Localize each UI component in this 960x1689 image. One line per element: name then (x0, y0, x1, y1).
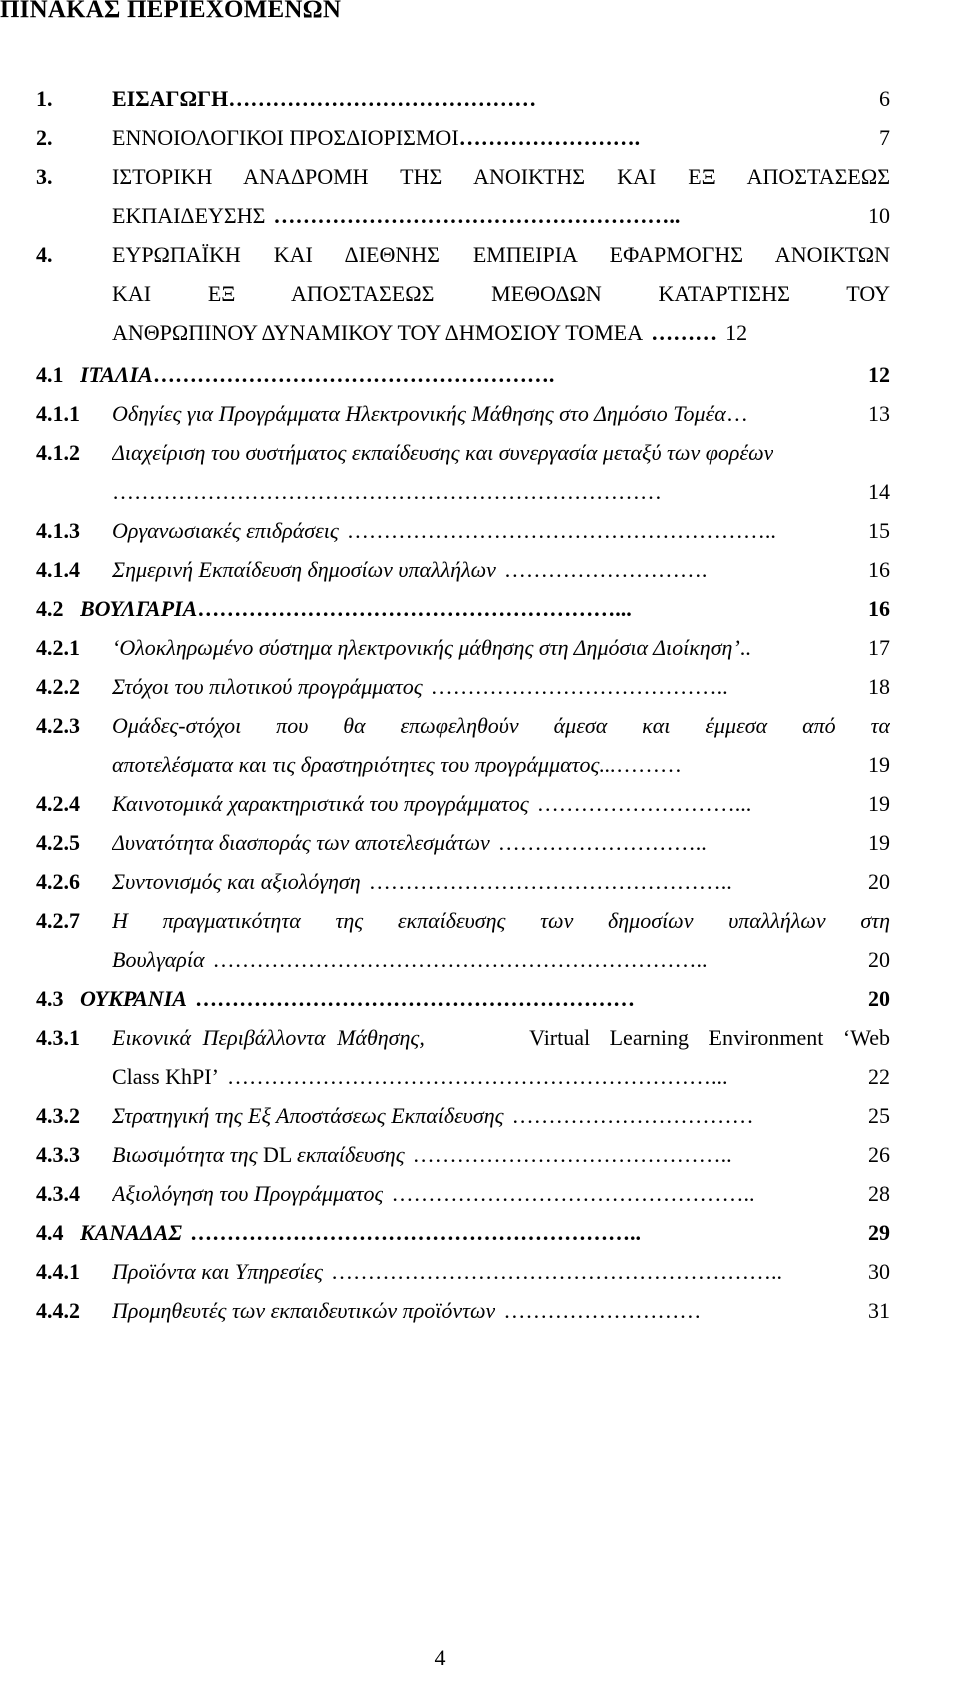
toc-title: Οδηγίες για Προγράμματα Ηλεκτρονικής Μάθησης στο Δημόσιο Τομέα (112, 401, 726, 426)
toc-number: 4.2.5 (36, 830, 80, 855)
toc-title: Διαχείριση του συστήματος εκπαίδευσης και συνεργασία μεταξύ των φορέων (112, 440, 774, 465)
toc-entry-4-cont[interactable] (112, 320, 890, 354)
toc-leader: …………………………………….. (412, 1142, 732, 1167)
toc-page: 30 (868, 1259, 890, 1284)
toc-title-roman: DL (263, 1142, 292, 1167)
toc-entry-4-1-4[interactable] (36, 557, 890, 591)
toc-leader: ………………………………………………….. (346, 518, 776, 543)
toc-title: Αξιολόγηση του Προγράμματος (112, 1181, 384, 1206)
toc-title-line2: αποτελέσματα και τις δραστηριότητες του προγράμματος... (112, 752, 616, 777)
toc-page: 18 (868, 674, 890, 699)
toc-page: 16 (868, 596, 890, 621)
toc-title-line2: Class KhPI’ (112, 1064, 219, 1089)
toc-title: ΒΟΥΛΓΑΡΙΑ (80, 596, 198, 621)
toc-page: 22 (868, 1064, 890, 1089)
toc-page: 31 (868, 1298, 890, 1323)
toc-entry-4-4-2[interactable] (36, 1298, 890, 1332)
toc-page: 6 (879, 86, 890, 111)
toc-number: 4.2.6 (36, 869, 80, 894)
toc-title: Οργανωσιακές επιδράσεις (112, 518, 339, 543)
toc-number: 4.1.2 (36, 440, 80, 465)
toc-entry-4-3-1-cont[interactable] (112, 1064, 890, 1098)
toc-number: 4.3.2 (36, 1103, 80, 1128)
toc-leader: …………………………………………………….. (330, 1259, 782, 1284)
toc-leader: ……… (651, 320, 718, 345)
toc-number: 4.2.1 (36, 635, 80, 660)
toc-number: 4.1 (36, 362, 64, 387)
toc-title: ‘Ολοκληρωμένο σύστημα ηλεκτρονικής μάθησης στη Δημόσια Διοίκηση’ (112, 635, 740, 660)
toc-entry-4-1-2-cont[interactable] (112, 479, 890, 513)
toc-title: Προμηθευτές των εκπαιδευτικών προϊόντων (112, 1298, 496, 1323)
toc-page: 19 (868, 752, 890, 777)
toc-leader: ………………………. (503, 557, 708, 582)
toc-number: 4.2.3 (36, 713, 80, 738)
toc-number: 2. (36, 125, 53, 150)
toc-number: 4.3.4 (36, 1181, 80, 1206)
toc-number: 1. (36, 86, 53, 111)
toc-page: 12 (868, 362, 890, 387)
toc-number: 4.2.4 (36, 791, 80, 816)
toc-title-italic-2: εκπαίδευσης (297, 1142, 405, 1167)
toc-leader: ………………………………………………………….. (212, 947, 708, 972)
toc-number: 4.3 (36, 986, 64, 1011)
toc-title: ΕΙΣΑΓΩΓΗ (112, 86, 229, 111)
toc-entry-3-cont[interactable] (112, 203, 890, 237)
toc-page: 20 (868, 869, 890, 894)
toc-title-italic: Βιωσιμότητα της (112, 1142, 258, 1167)
toc-number: 4.3.3 (36, 1142, 80, 1167)
toc-page: 26 (868, 1142, 890, 1167)
toc-number: 4.4.1 (36, 1259, 80, 1284)
toc-page: 14 (868, 479, 890, 504)
page-title: ΠΙΝΑΚΑΣ ΠΕΡΙΕΧΟΜΕΝΩΝ (0, 0, 342, 23)
toc-title: Προϊόντα και Υπηρεσίες (112, 1259, 323, 1284)
toc-entry-4-2-6[interactable] (36, 869, 890, 903)
toc-entry-4[interactable] (36, 242, 890, 276)
toc-page: 12 (725, 320, 748, 345)
toc-page: 20 (868, 947, 890, 972)
toc-title-line1: ΕΥΡΩΠΑΪΚΗ ΚΑΙ ΔΙΕΘΝΗΣ ΕΜΠΕΙΡΙΑ ΕΦΑΡΜΟΓΗΣ ΑΝΟΙΚΤΩΝ (112, 242, 890, 267)
toc-entry-4-2-3-cont[interactable] (112, 752, 890, 786)
toc-number: 4. (36, 242, 53, 267)
toc-leader: ……… (615, 752, 682, 777)
toc-title: Καινοτομικά χαρακτηριστικά του προγράμματος (112, 791, 529, 816)
toc-title-roman: Virtual Learning Environment ‘Web (529, 1025, 890, 1050)
toc-entry-3[interactable] (36, 164, 890, 198)
toc-leader: ………………………………………….. (368, 869, 732, 894)
toc-entry-4-3-2[interactable] (36, 1103, 890, 1137)
toc-leader: …………………………………………………….. (190, 1220, 641, 1245)
toc-entry-4-2[interactable] (36, 596, 890, 630)
toc-leader: …………………………………………………… (194, 986, 635, 1011)
toc-number: 4.1.3 (36, 518, 80, 543)
toc-number: 4.4 (36, 1220, 64, 1245)
toc-entry-4-2-4[interactable] (36, 791, 890, 825)
toc-page: 28 (868, 1181, 890, 1206)
toc-title-line1: Ομάδες-στόχοι που θα επωφεληθούν άμεσα και έμμεσα από τα (112, 713, 890, 738)
toc-leader: ……………………….. (497, 830, 707, 855)
toc-number: 3. (36, 164, 53, 189)
toc-title-line1 (112, 1025, 890, 1051)
toc-title: Συντονισμός και αξιολόγηση (112, 869, 361, 894)
toc-title: Σημερινή Εκπαίδευση δημοσίων υπαλλήλων (112, 557, 496, 582)
toc-title: ΙΤΑΛΙΑ (80, 362, 153, 387)
toc-page: 7 (879, 125, 890, 150)
toc-entry-4-4[interactable] (36, 1220, 890, 1254)
toc-entry-1[interactable] (36, 86, 890, 120)
toc-entry-4-2-5[interactable] (36, 830, 890, 864)
toc-leader: ………………………………….. (430, 674, 728, 699)
toc-number: 4.4.2 (36, 1298, 80, 1323)
toc-leader: ………………………... (536, 791, 752, 816)
toc-leader: ………………………………………………. (152, 362, 555, 387)
toc-leader: ………………………………………………………………… (112, 479, 662, 504)
toc-leader: ……………………. (458, 125, 641, 150)
toc-title-line2: Βουλγαρία (112, 947, 205, 972)
toc-page: 10 (868, 203, 890, 228)
toc-title-line1: ΙΣΤΟΡΙΚΗ ΑΝΑΔΡΟΜΗ ΤΗΣ ΑΝΟΙΚΤΗΣ ΚΑΙ ΕΞ ΑΠΟΣΤΑΣΕΩΣ (112, 164, 890, 189)
toc-entry-2[interactable] (36, 125, 890, 159)
toc-leader: …………………………………………………... (197, 596, 632, 621)
toc-page: 19 (868, 791, 890, 816)
toc-page: 15 (868, 518, 890, 543)
toc-page: 19 (868, 830, 890, 855)
toc-page: 17 (868, 635, 890, 660)
toc-title: Δυνατότητα διασποράς των αποτελεσμάτων (112, 830, 490, 855)
toc-page: 25 (868, 1103, 890, 1128)
toc-leader: …………………………………………………………... (226, 1064, 728, 1089)
toc-page: 20 (868, 986, 890, 1011)
toc-title-line1: Η πραγματικότητα της εκπαίδευσης των δημοσίων υπαλλήλων στη (112, 908, 890, 933)
toc-entry-4-1-1[interactable] (36, 401, 890, 435)
toc-leader: … (725, 401, 748, 426)
toc-leader: ……………………………………………….. (273, 203, 681, 228)
toc-number: 4.1.4 (36, 557, 80, 582)
toc-number: 4.3.1 (36, 1025, 80, 1050)
toc-title: ΟΥΚΡΑΝΙΑ (80, 986, 187, 1011)
toc-page: 13 (868, 401, 890, 426)
toc-leader: ………………………………………….. (391, 1181, 755, 1206)
toc-entry-4-3-4[interactable] (36, 1181, 890, 1215)
toc-entry-4-2-7-cont[interactable] (112, 947, 890, 981)
toc-entry-4-2-1[interactable] (36, 635, 890, 669)
toc-entry-4-4-1[interactable] (36, 1259, 890, 1293)
toc-title: Στόχοι του πιλοτικού προγράμματος (112, 674, 423, 699)
toc-entry-4-1-3[interactable] (36, 518, 890, 552)
toc-entry-4-2-3[interactable] (36, 713, 890, 747)
toc-title-line3: ΑΝΘΡΩΠΙΝΟΥ ΔΥΝΑΜΙΚΟΥ ΤΟΥ ΔΗΜΟΣΙΟΥ ΤΟΜΕΑ (112, 320, 644, 345)
toc-entry-4-3-3[interactable] (36, 1142, 890, 1176)
toc-leader: …………………………… (511, 1103, 754, 1128)
toc-entry-4-2-7[interactable] (36, 908, 890, 942)
toc-title-line2: ΕΚΠΑΙΔΕΥΣΗΣ (112, 203, 266, 228)
toc-entry-4-2-2[interactable] (36, 674, 890, 708)
toc-entry-4-3-1[interactable] (36, 1025, 890, 1059)
toc-page: 16 (868, 557, 890, 582)
toc-number: 4.2 (36, 596, 64, 621)
toc-entry-4-1[interactable] (36, 362, 890, 396)
toc-leader: .. (739, 635, 751, 660)
toc-number: 4.2.7 (36, 908, 80, 933)
toc-title-italic: Εικονικά Περιβάλλοντα Μάθησης, (112, 1025, 425, 1050)
toc-title: ΕΝΝΟΙΟΛΟΓΙΚΟΙ ΠΡΟΣΔΙΟΡΙΣΜΟΙ (112, 125, 459, 150)
toc-page: 29 (868, 1220, 890, 1245)
toc-title-line2: ΚΑΙ ΕΞ ΑΠΟΣΤΑΣΕΩΣ ΜΕΘΟΔΩΝ ΚΑΤΑΡΤΙΣΗΣ ΤΟΥ (112, 281, 890, 306)
toc-number: 4.2.2 (36, 674, 80, 699)
toc-title: Στρατηγική της Εξ Αποστάσεως Εκπαίδευσης (112, 1103, 504, 1128)
toc-number: 4.1.1 (36, 401, 80, 426)
toc-entry-4-3[interactable] (36, 986, 890, 1020)
toc-leader: …………………………………… (228, 86, 537, 111)
toc-title: ΚΑΝΑΔΑΣ (80, 1220, 182, 1245)
page-number: 4 (434, 1645, 446, 1670)
toc-title (112, 1142, 405, 1168)
toc-leader: ……………………… (503, 1298, 702, 1323)
toc-entry-4-1-2[interactable] (36, 440, 890, 474)
